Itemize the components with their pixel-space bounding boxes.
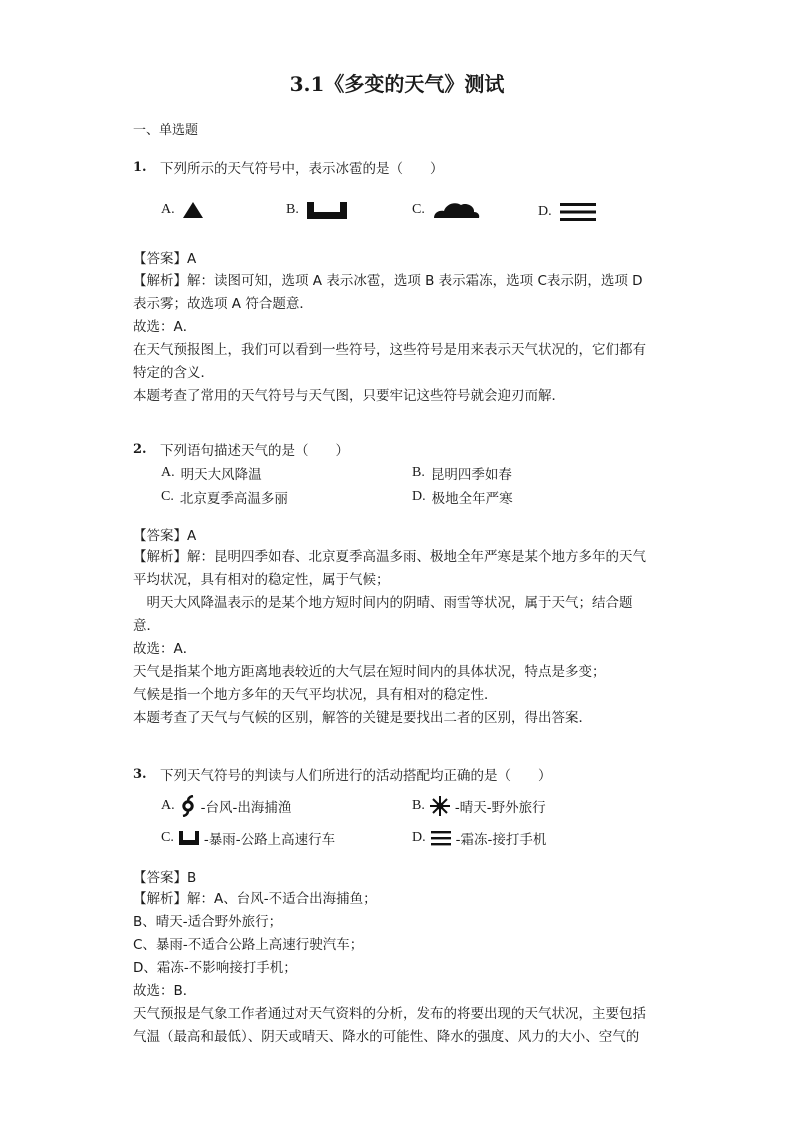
sunny-icon	[429, 795, 451, 817]
explanation-line: 气温（最高和最低）、阴天或晴天、降水的可能性、降水的强度、风力的大小、空气的	[133, 1029, 640, 1045]
question-number: 2.	[133, 442, 147, 457]
q2-option-b	[412, 463, 512, 483]
option-text: -台风-出海捕渔	[200, 800, 292, 816]
option-label: B.	[286, 202, 299, 217]
explanation-line: 【解析】解：A、台风-不适合出海捕鱼；	[133, 891, 377, 907]
q1-option-a	[161, 200, 205, 220]
explanation	[133, 546, 646, 730]
question-stem: 下列语句描述天气的是（ ）	[160, 443, 349, 459]
q3-option-c	[161, 828, 335, 848]
option-text: 明天大风降温	[180, 467, 262, 483]
option-text: 极地全年严寒	[431, 491, 513, 507]
option-label: D.	[538, 204, 552, 219]
explanation-line: 【解析】解：昆明四季如春、北京夏季高温多雨、极地全年严寒是某个地方多年的天气	[133, 549, 646, 565]
explanation-line: 表示雾；故选项 A 符合题意．	[133, 296, 313, 312]
explanation-line: 本题考查了常用的天气符号与天气图，只要牢记这些符号就会迎刃而解．	[133, 388, 565, 404]
option-label: C.	[161, 489, 174, 504]
hail-triangle-icon	[181, 200, 205, 220]
explanation-line: 故选：A．	[133, 641, 197, 657]
question-number: 1.	[133, 160, 147, 175]
explanation-line: B、晴天-适合野外旅行；	[133, 914, 283, 930]
option-label: D.	[412, 489, 426, 504]
question-stem: 下列天气符号的判读与人们所进行的活动搭配均正确的是（ ）	[160, 768, 552, 784]
q1-option-d	[538, 200, 598, 224]
explanation-line: 天气是指某个地方距离地表较近的大气层在短时间内的具体状况，特点是多变；	[133, 664, 606, 680]
explanation-line: 故选：A．	[133, 319, 197, 335]
q3-option-d	[412, 828, 546, 848]
option-label: D.	[412, 830, 426, 845]
explanation-line: 在天气预报图上，我们可以看到一些符号，这些符号是用来表示天气状况的，它们都有	[133, 342, 646, 358]
section-heading: 一、单选题	[133, 123, 199, 138]
answer: 【答案】B	[133, 870, 197, 886]
explanation-line: 明天大风降温表示的是某个地方短时间内的阴晴、雨雪等状况，属于天气；结合题	[133, 595, 633, 611]
q3-option-b	[412, 795, 546, 817]
option-label: A.	[161, 202, 175, 217]
option-text: -暴雨-公路上高速行车	[203, 832, 336, 848]
option-label: B.	[412, 465, 425, 480]
option-label: C.	[412, 202, 425, 217]
option-text: -晴天-野外旅行	[454, 800, 546, 816]
question-stem: 下列所示的天气符号中，表示冰雹的是（ ）	[160, 161, 444, 177]
frost-bracket-icon	[305, 200, 349, 220]
explanation-line: 天气预报是气象工作者通过对天气资料的分析，发布的将要出现的天气状况，主要包括	[133, 1006, 646, 1022]
q1-option-c	[412, 200, 481, 220]
explanation-line: 特定的含义．	[133, 365, 214, 381]
explanation	[133, 888, 646, 1049]
option-label: A.	[161, 465, 175, 480]
q2-option-d	[412, 487, 513, 507]
fog-three-lines-icon	[430, 829, 452, 847]
explanation-line: 本题考查了天气与气候的区别，解答的关键是要找出二者的区别，得出答案．	[133, 710, 592, 726]
option-text: 昆明四季如春	[430, 467, 512, 483]
explanation-line: C、暴雨-不适合公路上高速行驶汽车；	[133, 937, 364, 953]
option-text: 北京夏季高温多丽	[179, 491, 288, 507]
frost-bracket-icon	[178, 830, 200, 846]
explanation-line: 意．	[133, 618, 160, 634]
fog-three-lines-icon	[558, 200, 598, 224]
q2-option-c	[161, 487, 288, 507]
explanation	[133, 270, 646, 408]
q3-option-a	[161, 795, 291, 817]
answer: 【答案】A	[133, 251, 197, 267]
option-label: A.	[161, 798, 175, 813]
question-number: 3.	[133, 767, 147, 782]
q1-option-b	[286, 200, 349, 220]
answer: 【答案】A	[133, 528, 197, 544]
page-title: 3.1《多变的天气》测试	[289, 72, 505, 96]
explanation-line: D、霜冻-不影响接打手机；	[133, 960, 297, 976]
option-text: -霜冻-接打手机	[455, 832, 547, 848]
explanation-line: 【解析】解：读图可知，选项 A 表示冰雹，选项 B 表示霜冻，选项 C表示阴，选项 D	[133, 273, 643, 289]
option-label: B.	[412, 798, 425, 813]
explanation-line: 平均状况，具有相对的稳定性，属于气候；	[133, 572, 390, 588]
explanation-line: 故选：B．	[133, 983, 197, 999]
option-label: C.	[161, 830, 174, 845]
q2-option-a	[161, 463, 262, 483]
typhoon-icon	[179, 795, 197, 817]
overcast-cloud-icon	[431, 200, 481, 220]
explanation-line: 气候是指一个地方多年的天气平均状况，具有相对的稳定性．	[133, 687, 498, 703]
